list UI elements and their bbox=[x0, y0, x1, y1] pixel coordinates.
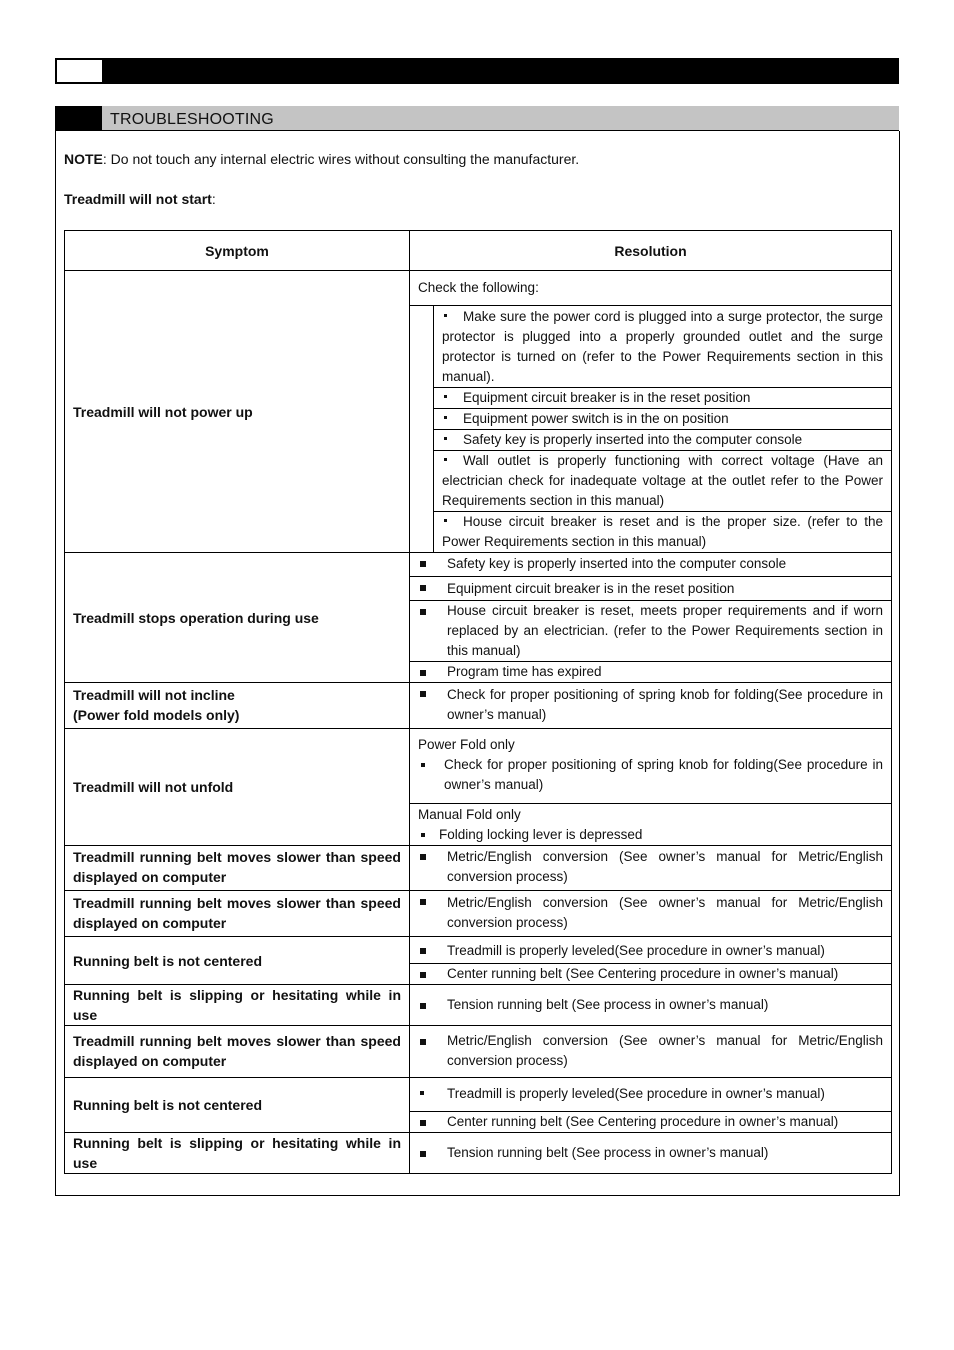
table-header-row bbox=[65, 231, 892, 271]
section-title: TROUBLESHOOTING bbox=[110, 111, 274, 128]
resolution-cell bbox=[410, 985, 892, 1026]
list-item: Program time has expired bbox=[410, 662, 891, 682]
table-row bbox=[65, 937, 892, 985]
bullet-icon bbox=[420, 1151, 426, 1157]
bullet-icon bbox=[444, 416, 447, 419]
bullet-icon bbox=[420, 972, 426, 978]
resolution-cell bbox=[410, 729, 892, 846]
list-item: Metric/English conversion (See owner’s manual for Metric/English conversion process) bbox=[410, 1026, 891, 1077]
list-item: Center running belt (See Centering procedure in owner’s manual) bbox=[410, 1112, 891, 1132]
power-fold-block bbox=[410, 729, 891, 804]
bullet-icon bbox=[420, 948, 426, 954]
table-row bbox=[65, 1133, 892, 1174]
resolution-header: Resolution bbox=[410, 231, 892, 271]
bullet-icon bbox=[444, 458, 447, 461]
list-item: Treadmill is properly leveled(See procedure in owner’s manual) bbox=[410, 937, 891, 964]
section-marker bbox=[55, 106, 102, 130]
table-row bbox=[65, 1078, 892, 1133]
troubleshooting-table bbox=[64, 230, 892, 1174]
list-item: Treadmill is properly leveled(See procedure in owner’s manual) bbox=[410, 1078, 891, 1112]
list-item: Metric/English conversion (See owner’s manual for Metric/English conversion process) bbox=[410, 891, 891, 936]
symptom-cell: Treadmill will not unfold bbox=[65, 729, 410, 846]
subheading-label: Treadmill will not start bbox=[64, 191, 212, 207]
table-row bbox=[65, 683, 892, 729]
table-row bbox=[65, 271, 892, 553]
list-item: Tension running belt (See process in owner’s manual) bbox=[410, 1143, 891, 1163]
manual-fold-block bbox=[410, 804, 891, 845]
list-item: House circuit breaker is reset, meets proper requirements and if worn replaced by an electrician. (refer to the Power Requirements section in this manual) bbox=[410, 601, 891, 662]
list-item: Safety key is properly inserted into the computer console bbox=[434, 430, 891, 451]
bullet-icon bbox=[421, 833, 425, 837]
symptom-cell: Treadmill running belt moves slower than speed displayed on computer bbox=[65, 1026, 410, 1078]
resolution-cell bbox=[410, 1133, 892, 1174]
subheading bbox=[64, 191, 216, 207]
resolution-cell bbox=[410, 553, 892, 683]
symptom-cell: Treadmill running belt moves slower than speed displayed on computer bbox=[65, 891, 410, 937]
symptom-cell bbox=[65, 683, 410, 729]
note-paragraph bbox=[64, 151, 579, 167]
symptom-cell: Running belt is slipping or hesitating while in use bbox=[65, 1133, 410, 1174]
table-row bbox=[65, 553, 892, 683]
table-row bbox=[65, 985, 892, 1026]
symptom-cell: Running belt is slipping or hesitating while in use bbox=[65, 985, 410, 1026]
bullet-icon bbox=[444, 437, 447, 440]
resolution-cell bbox=[410, 271, 892, 553]
resolution-cell bbox=[410, 683, 892, 729]
bullet-icon bbox=[420, 691, 426, 697]
bullet-icon bbox=[420, 854, 426, 860]
symptom-line: Treadmill will not incline bbox=[73, 687, 235, 703]
bullet-icon bbox=[420, 670, 426, 676]
bullet-icon bbox=[420, 609, 426, 615]
list-item: Equipment power switch is in the on position bbox=[434, 409, 891, 430]
list-item: Safety key is properly inserted into the computer console bbox=[410, 553, 891, 577]
resolution-cell bbox=[410, 846, 892, 891]
resolution-cell bbox=[410, 891, 892, 937]
header-bar bbox=[55, 58, 899, 84]
note-text: : Do not touch any internal electric wires without consulting the manufacturer. bbox=[102, 151, 580, 167]
symptom-cell: Treadmill running belt moves slower than speed displayed on computer bbox=[65, 846, 410, 891]
list-item: Equipment circuit breaker is in the reset position bbox=[434, 388, 891, 409]
bullet-icon bbox=[444, 519, 447, 522]
list-item: Equipment circuit breaker is in the reset position bbox=[410, 577, 891, 601]
list-item: Metric/English conversion (See owner’s manual for Metric/English conversion process) bbox=[410, 846, 891, 890]
symptom-cell: Running belt is not centered bbox=[65, 937, 410, 985]
bullet-icon bbox=[421, 763, 425, 767]
bullet-icon bbox=[444, 395, 447, 398]
symptom-cell: Running belt is not centered bbox=[65, 1078, 410, 1133]
list-item: Wall outlet is properly functioning with correct voltage (Have an electrician check for inadequate voltage at the outlet refer to the Power Requirements section in this manual) bbox=[434, 451, 891, 512]
list-item: Center running belt (See Centering procedure in owner’s manual) bbox=[410, 964, 891, 984]
resolution-cell bbox=[410, 937, 892, 985]
list-item: House circuit breaker is reset and is the proper size. (refer to the Power Requirements section in this manual) bbox=[442, 514, 883, 549]
bullet-icon bbox=[420, 1003, 426, 1009]
bullet-icon bbox=[420, 1120, 426, 1126]
table-row bbox=[65, 846, 892, 891]
power-fold-title: Power Fold only bbox=[418, 737, 515, 752]
section-header bbox=[55, 106, 899, 131]
symptom-line: (Power fold models only) bbox=[73, 707, 240, 723]
list-item: Folding locking lever is depressed bbox=[418, 825, 883, 845]
list-item: Make sure the power cord is plugged into a surge protector, the surge protector is plugged into a properly grounded outlet and the surge protector is turned on (refer to the Power Requirements section in this manual). bbox=[434, 306, 891, 388]
list-item: Check for proper positioning of spring knob for folding(See procedure in owner’s manual) bbox=[410, 683, 891, 728]
resolution-list bbox=[433, 306, 891, 552]
symptom-cell: Treadmill will not power up bbox=[65, 271, 410, 553]
list-item: Check for proper positioning of spring knob for folding(See procedure in owner’s manual) bbox=[418, 755, 883, 795]
resolution-cell bbox=[410, 1078, 892, 1133]
manual-fold-title: Manual Fold only bbox=[418, 807, 521, 822]
table-row bbox=[65, 1026, 892, 1078]
table-row bbox=[65, 891, 892, 937]
bullet-icon bbox=[420, 899, 426, 905]
symptom-header: Symptom bbox=[65, 231, 410, 271]
page-number-box bbox=[57, 60, 102, 82]
table-row bbox=[65, 729, 892, 846]
resolution-intro: Check the following: bbox=[410, 271, 891, 306]
bullet-icon bbox=[420, 561, 426, 567]
bullet-icon bbox=[420, 1039, 426, 1045]
symptom-cell: Treadmill stops operation during use bbox=[65, 553, 410, 683]
note-label: NOTE bbox=[64, 151, 103, 167]
subheading-suffix: : bbox=[211, 191, 216, 207]
bullet-icon bbox=[444, 314, 447, 317]
resolution-cell bbox=[410, 1026, 892, 1078]
list-item: Tension running belt (See process in owner’s manual) bbox=[410, 995, 891, 1015]
bullet-icon bbox=[420, 1091, 424, 1095]
bullet-icon bbox=[420, 585, 426, 591]
